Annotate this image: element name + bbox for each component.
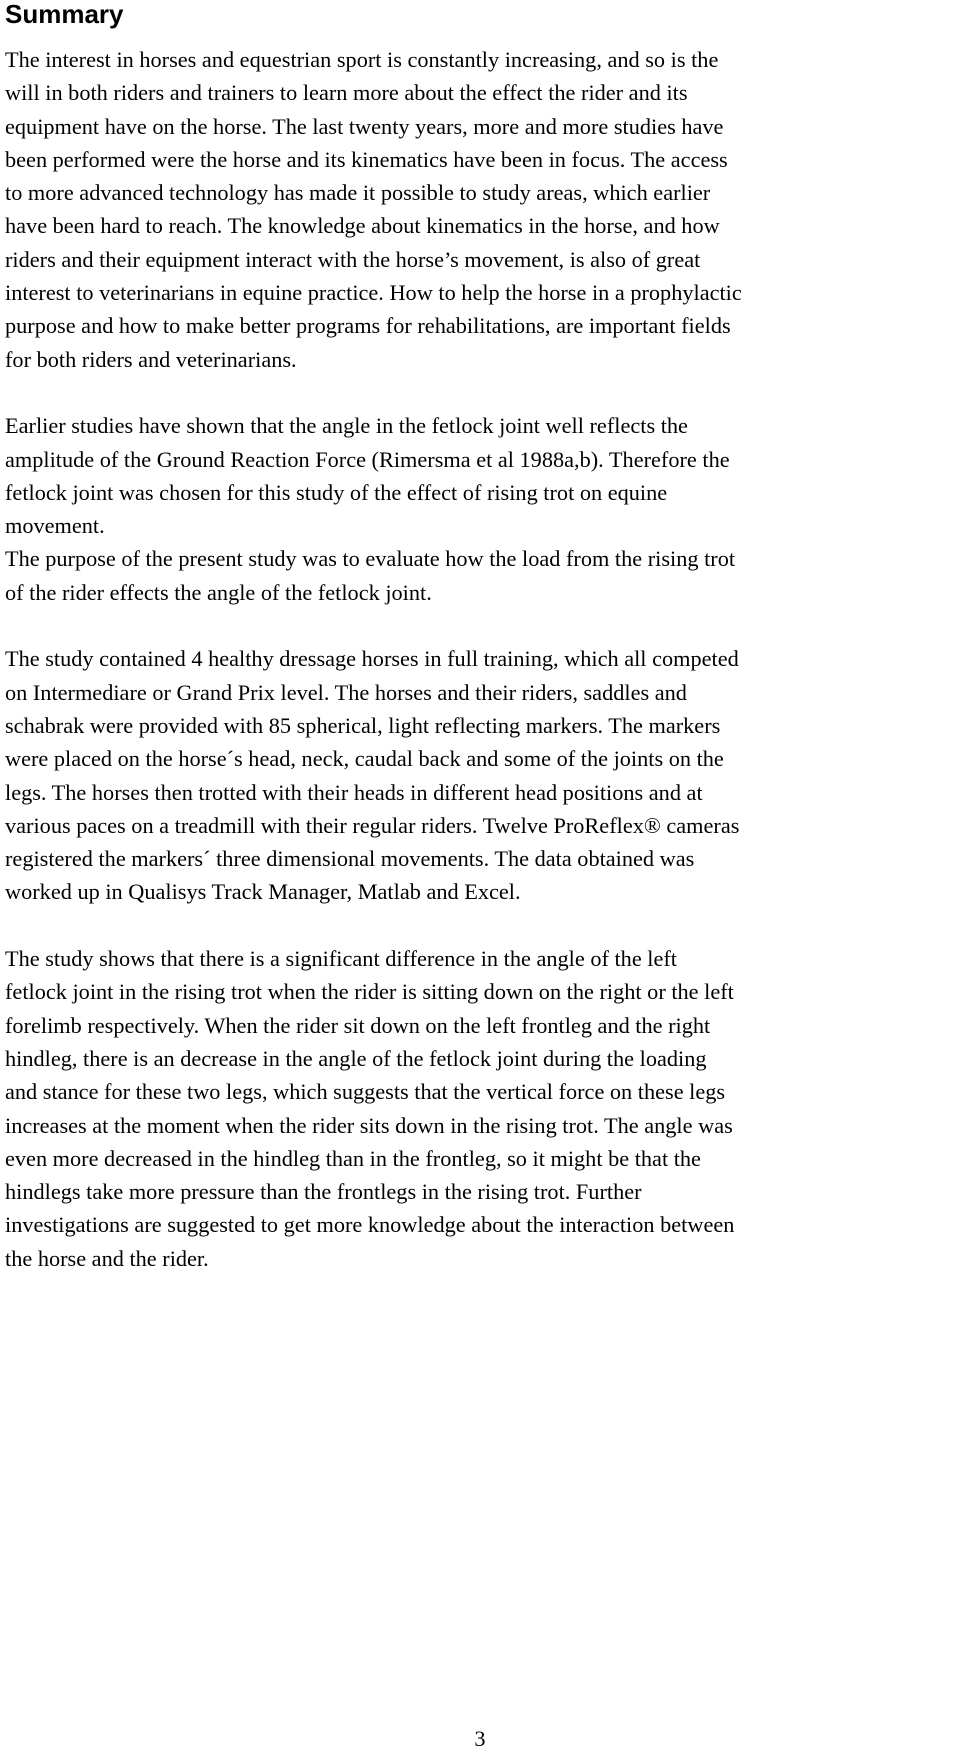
paragraph-method: The study contained 4 healthy dressage horses in full training, which all competed on Intermediare or Grand Prix level. The horses and their riders, saddles and schabrak were provided with 85 spherical, light reflecting markers. The markers were placed on the horse´s head, neck, caudal back and some of the joints on the legs. The horses then trotted with their heads in different head positions and at various paces on a treadmill with their regular riders. Twelve ProReflex® cameras registered the markers´ three dimensional movements. The data obtained was worked up in Qualisys Track Manager, Matlab and Excel. <box>5 646 740 905</box>
paragraph-gap <box>5 376 955 409</box>
paragraph-results: The study shows that there is a significant difference in the angle of the left fetlock joint in the rising trot when the rider is sitting down on the right or the left forelimb respectively. When the rider sit down on the left frontleg and the right hindleg, there is an decrease in the angle of the fetlock joint during the loading and stance for these two legs, which suggests that the vertical force on these legs increases at the moment when the rider sits down in the rising trot. The angle was even more decreased in the hindleg than in the frontleg, so it might be that the hindlegs take more pressure than the frontlegs in the rising trot. Further investigations are suggested to get more knowledge about the interaction between the horse and the rider. <box>5 946 735 1271</box>
paragraph-intro: The interest in horses and equestrian sport is constantly increasing, and so is the will in both riders and trainers to learn more about the effect the rider and its equipment have on the horse. The last twenty years, more and more studies have been performed were the horse and its kinematics have been in focus. The access to more advanced technology has made it possible to study areas, which earlier have been hard to reach. The knowledge about kinematics in the horse, and how riders and their equipment interact with the horse’s movement, is also of great interest to veterinarians in equine practice. How to help the horse in a prophylactic purpose and how to make better programs for rehabilitations, are important fields for both riders and veterinarians. <box>5 47 742 372</box>
summary-body <box>5 43 955 1275</box>
paragraph-earlier-studies: Earlier studies have shown that the angle in the fetlock joint well reflects the amplitude of the Ground Reaction Force (Rimersma et al 1988a,b). Therefore the fetlock joint was chosen for this study of the effect of rising trot on equine movement. <box>5 413 730 539</box>
paragraph-gap <box>5 909 955 942</box>
paragraph-purpose: The purpose of the present study was to evaluate how the load from the rising trot of the rider effects the angle of the fetlock joint. <box>5 546 736 605</box>
paragraph-gap <box>5 609 955 642</box>
section-heading: Summary <box>5 0 124 29</box>
page-number: 3 <box>474 1726 486 1751</box>
